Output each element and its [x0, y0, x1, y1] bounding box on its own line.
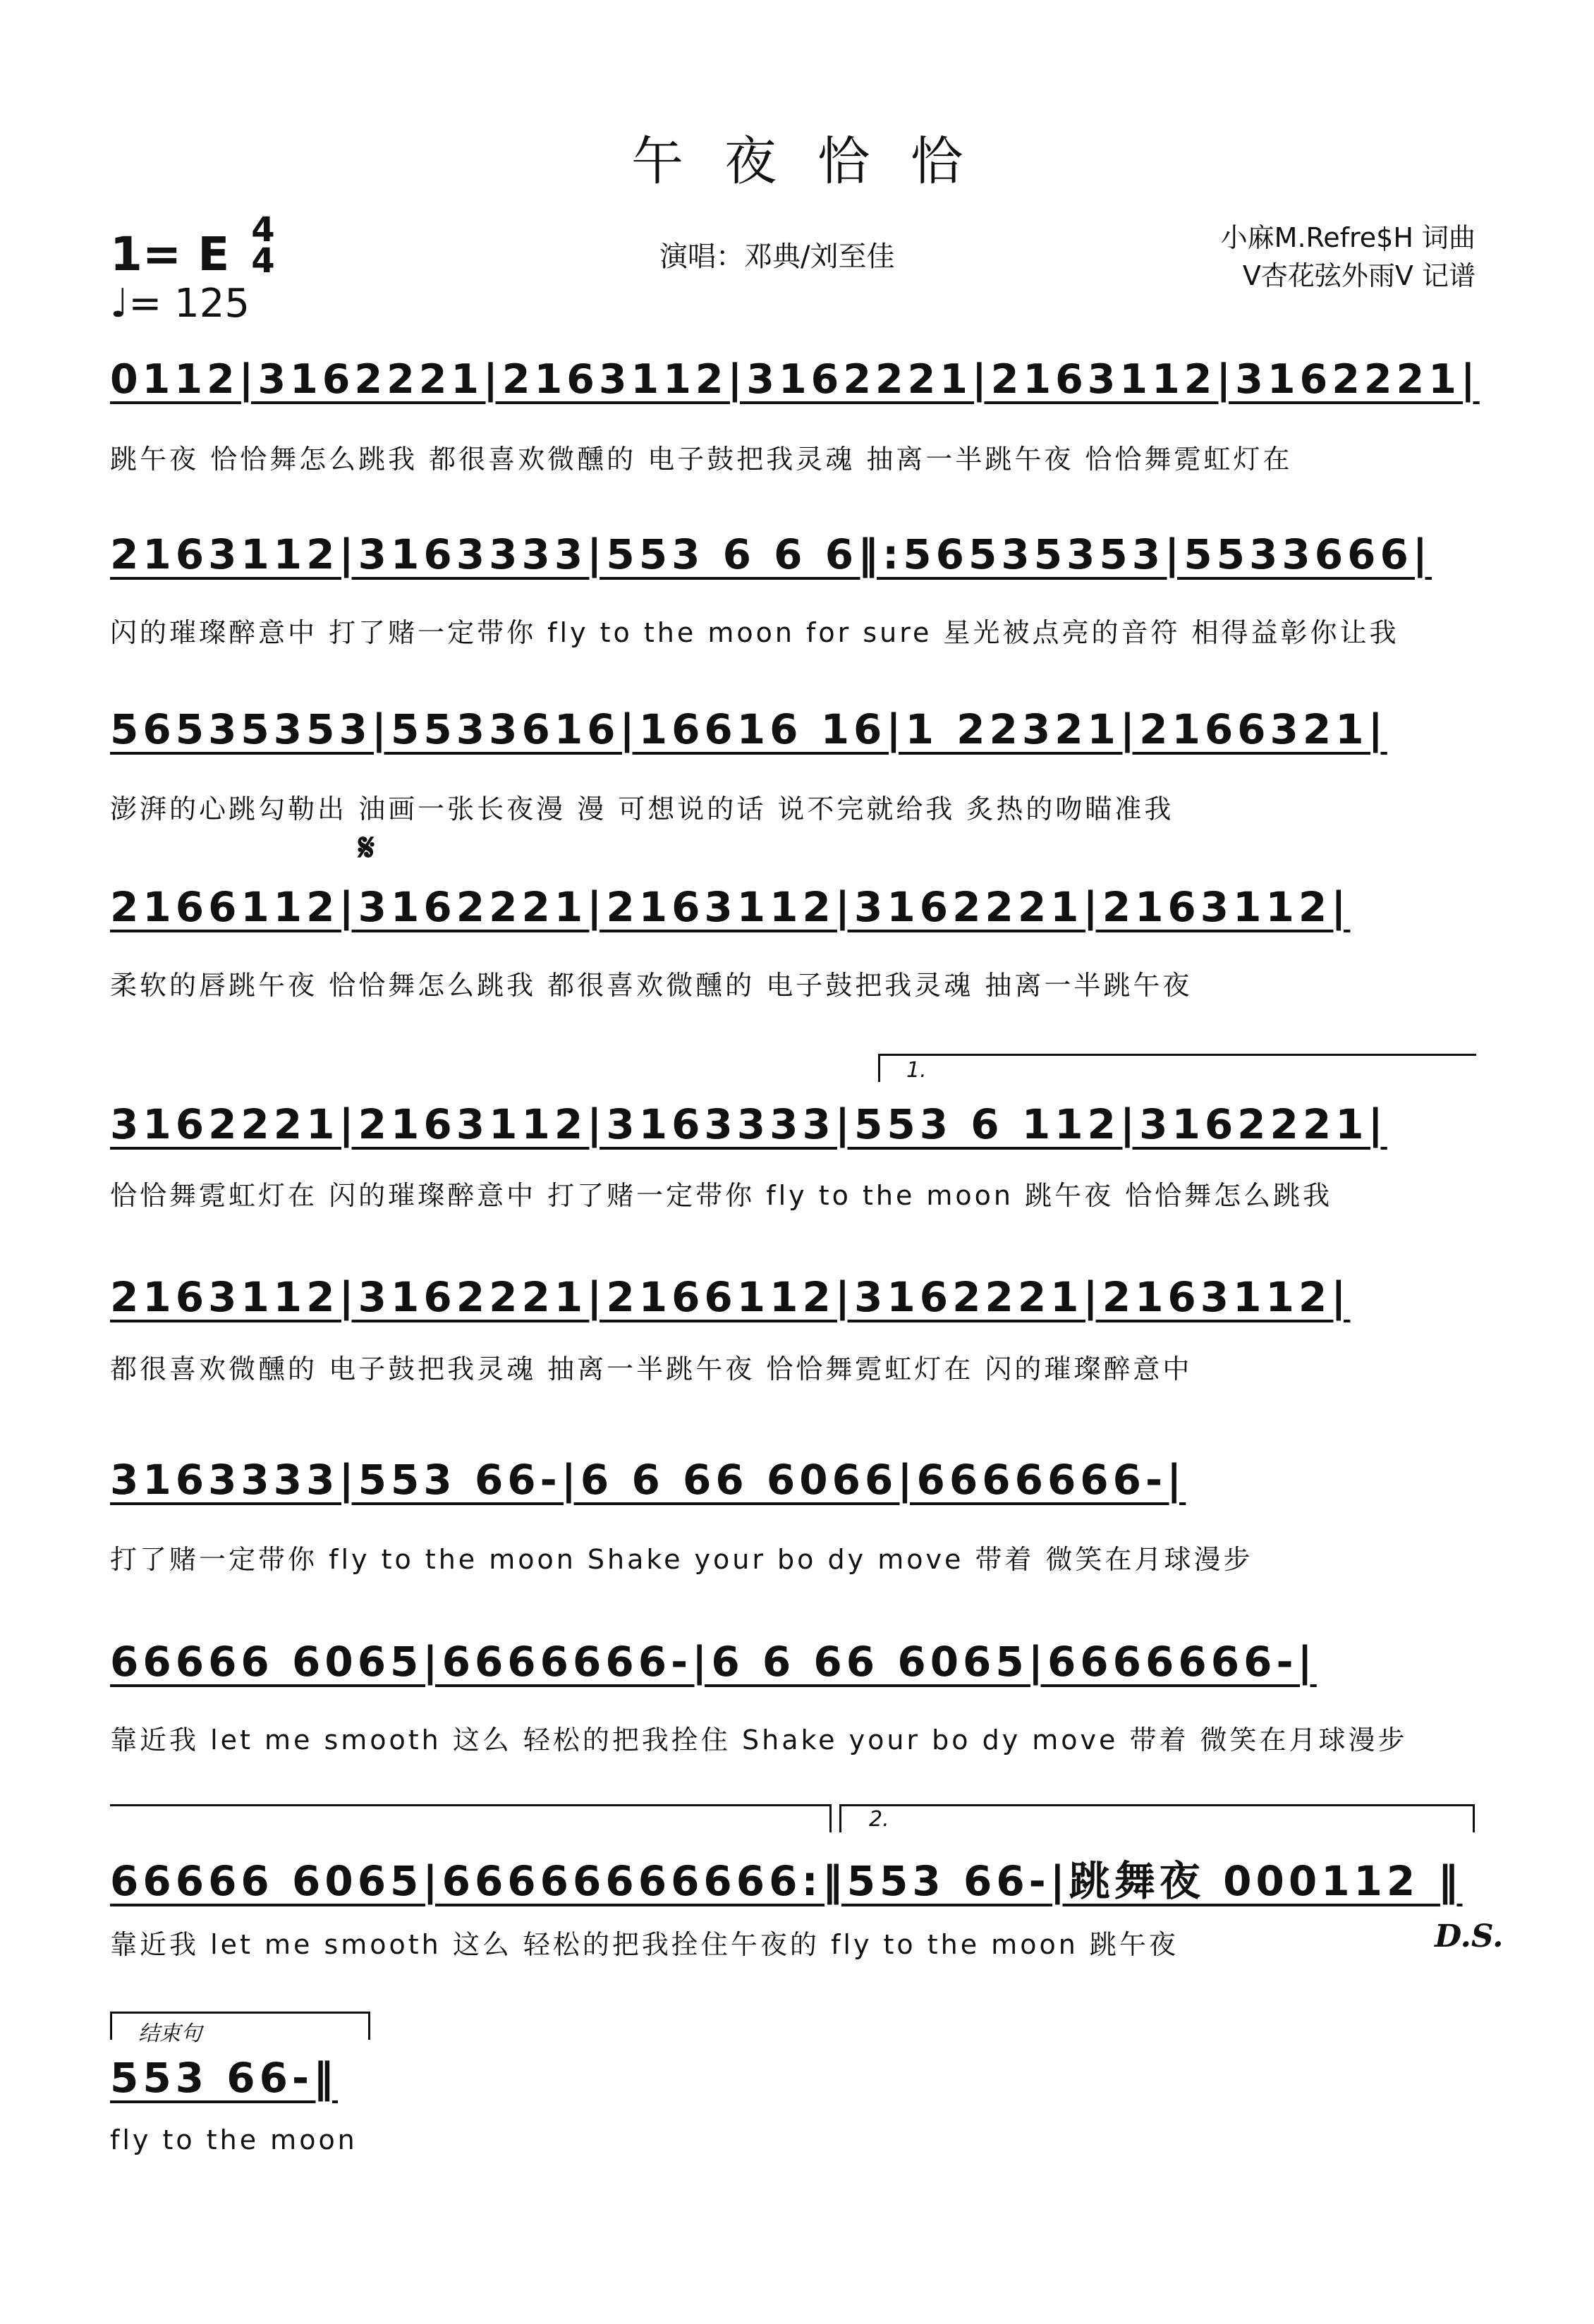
- coda-bracket-edge-right: [368, 2012, 370, 2040]
- segno-sign: 𝄋: [358, 825, 375, 870]
- volta-1-continuation-edge: [829, 1804, 832, 1832]
- notation-row-9: 66666 6065|66666666666:‖553 66-|跳舞夜 000112 ‖: [110, 1857, 1463, 1905]
- singer-credit: 演唱：邓典/刘至佳: [659, 241, 895, 273]
- coda-bracket-edge-left: [110, 2012, 112, 2040]
- notation-row-5: 3162221|2163112|3163333|553 6 112|3162221|: [110, 1100, 1387, 1148]
- volta-1-label: 1.: [906, 1058, 927, 1083]
- lyric-row-6: 都很喜欢微醺的 电子鼓把我灵魂 抽离一半跳午夜 恰恰舞霓虹灯在 闪的璀璨醉意中: [110, 1353, 1193, 1385]
- notation-row-7: 3163333|553 66-|6 6 66 6066|6666666-|: [110, 1456, 1186, 1504]
- key-signature: 1= E: [110, 227, 230, 281]
- lyric-row-7: 打了赌一定带你 fly to the moon Shake your bo dy move 带着 微笑在月球漫步: [110, 1544, 1253, 1575]
- lyric-row-4: 柔软的唇跳午夜 恰恰舞怎么跳我 都很喜欢微醺的 电子鼓把我灵魂 抽离一半跳午夜: [110, 970, 1193, 1001]
- dal-segno-mark: D.S.: [1435, 1918, 1504, 1954]
- volta-2-label: 2.: [869, 1807, 889, 1832]
- song-title: 午夜恰恰: [631, 131, 1004, 192]
- lyric-row-5: 恰恰舞霓虹灯在 闪的璀璨醉意中 打了赌一定带你 fly to the moon 跳午夜 恰恰舞怎么跳我: [110, 1180, 1333, 1211]
- lyric-row-10: fly to the moon: [110, 2124, 358, 2155]
- coda-label: 结束句: [138, 2021, 202, 2046]
- lyricist-credit: 小麻M.Refre$H 词曲: [1220, 222, 1476, 253]
- notation-row-1: 0112|3162221|2163112|3162221|2163112|3162221|: [110, 356, 1480, 403]
- lyric-row-1: 跳午夜 恰恰舞怎么跳我 都很喜欢微醺的 电子鼓把我灵魂 抽离一半跳午夜 恰恰舞霓虹灯在: [110, 444, 1293, 475]
- volta-2-bracket-edge-left: [839, 1804, 841, 1832]
- volta-2-bracket-edge-right: [1473, 1804, 1475, 1832]
- transcriber-credit: V杏花弦外雨V 记谱: [1242, 260, 1476, 291]
- notation-row-6: 2163112|3162221|2166112|3162221|2163112|: [110, 1273, 1351, 1321]
- volta-2-bracket: [839, 1804, 1474, 1806]
- lyric-row-8: 靠近我 let me smooth 这么 轻松的把我拴住 Shake your bo dy move 带着 微笑在月球漫步: [110, 1724, 1408, 1756]
- volta-1-bracket-edge: [878, 1054, 880, 1082]
- time-signature-bottom: 4: [251, 241, 275, 281]
- volta-1-continuation-bracket: [110, 1804, 829, 1806]
- lyric-row-9: 靠近我 let me smooth 这么 轻松的把我拴住午夜的 fly to the moon 跳午夜: [110, 1929, 1179, 1960]
- time-signature-top: 4: [251, 210, 275, 250]
- notation-row-4: 2166112|3162221|2163112|3162221|2163112|: [110, 883, 1351, 931]
- lyric-row-3: 澎湃的心跳勾勒出 油画一张长夜漫 漫 可想说的话 说不完就给我 炙热的吻瞄准我: [110, 793, 1174, 825]
- time-signature: [245, 210, 281, 281]
- lyric-row-2: 闪的璀璨醉意中 打了赌一定带你 fly to the moon for sure 星光被点亮的音符 相得益彰你让我: [110, 617, 1399, 648]
- volta-1-bracket: [878, 1054, 1476, 1056]
- coda-bracket: [110, 2012, 368, 2014]
- notation-row-3: 56535353|5533616|16616 16|1 22321|2166321|: [110, 705, 1387, 753]
- notation-row-10: 553 66-‖: [110, 2054, 339, 2102]
- notation-row-2: 2163112|3163333|553 6 6 6‖:56535353|5533666|: [110, 530, 1432, 578]
- tempo-marking: ♩= 125: [110, 281, 250, 327]
- notation-row-8: 66666 6065|6666666-|6 6 66 6065|6666666-|: [110, 1638, 1317, 1686]
